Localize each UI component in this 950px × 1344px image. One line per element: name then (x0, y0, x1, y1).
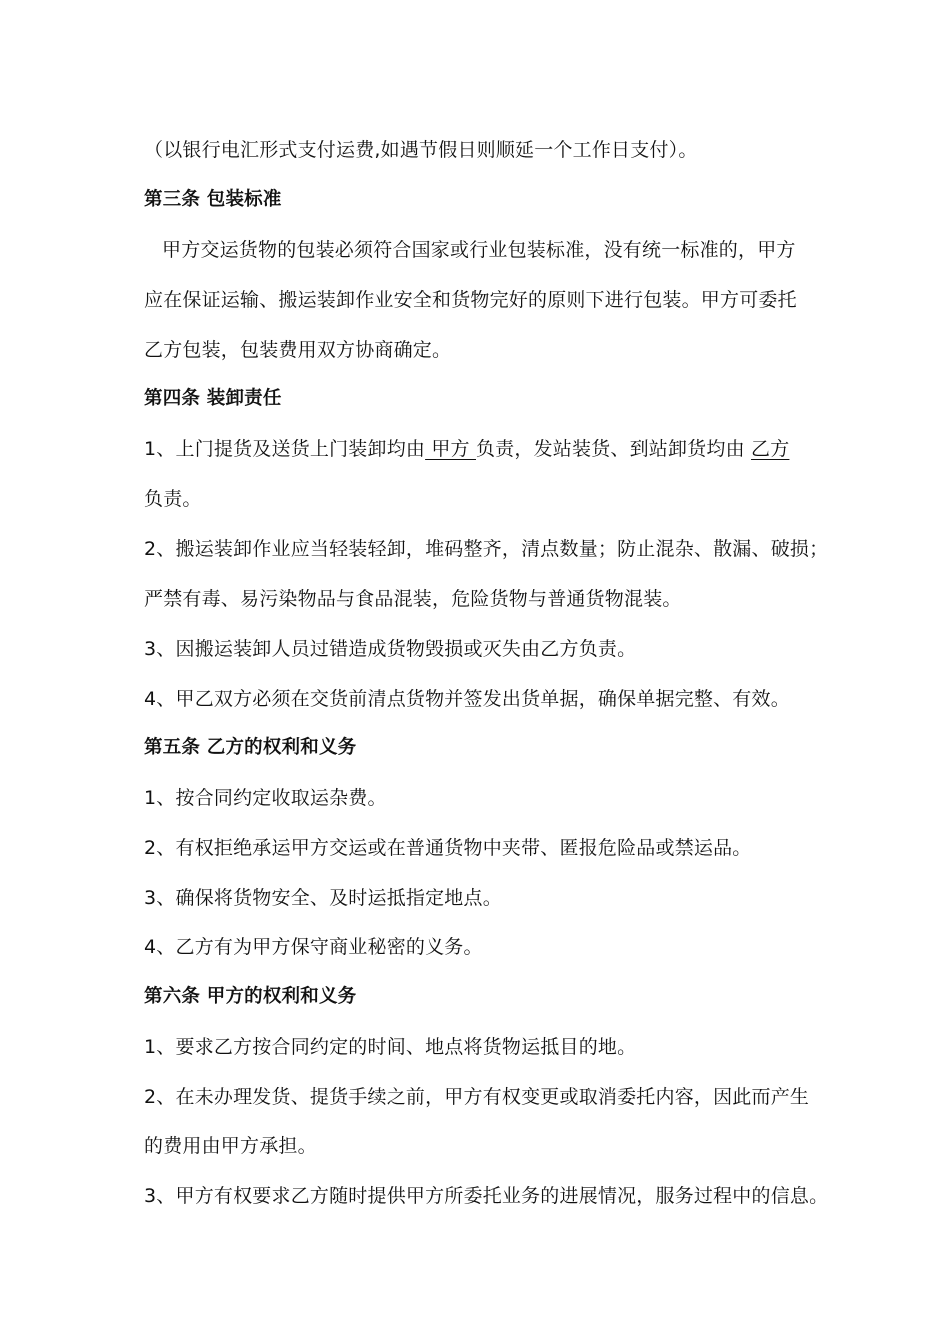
item-text: 1、上门提货及送货上门装卸均由 (144, 438, 426, 460)
article-3-paragraph-line-3: 乙方包装，包装费用双方协商确定。 (144, 339, 452, 361)
underlined-party-b: 乙方 (751, 438, 790, 460)
article-6-heading: 第六条 甲方的权利和义务 (144, 986, 357, 1007)
underlined-party-a: 甲方 (425, 438, 476, 460)
article-6-item-2-line-1: 2、在未办理发货、提货手续之前，甲方有权变更或取消委托内容，因此而产生 (144, 1086, 810, 1108)
article-3-heading: 第三条 包装标准 (144, 189, 282, 210)
article-5-item-4: 4、乙方有为甲方保守商业秘密的义务。 (144, 936, 483, 958)
article-3-paragraph-line-1: 甲方交运货物的包装必须符合国家或行业包装标准，没有统一标准的，甲方 (162, 239, 796, 261)
article-5-item-2: 2、有权拒绝承运甲方交运或在普通货物中夹带、匿报危险品或禁运品。 (144, 837, 752, 859)
article-4-item-1-line-2: 负责。 (144, 488, 202, 510)
item-text: 负责，发站装货、到站卸货均由 (475, 438, 752, 460)
article-3-paragraph-line-2: 应在保证运输、搬运装卸作业安全和货物完好的原则下进行包装。甲方可委托 (144, 289, 797, 311)
article-6-item-1: 1、要求乙方按合同约定的时间、地点将货物运抵目的地。 (144, 1036, 637, 1058)
article-5-item-1: 1、按合同约定收取运杂费。 (144, 787, 387, 809)
article-6-item-2-line-2: 的费用由甲方承担。 (144, 1135, 317, 1157)
article-5-item-3: 3、确保将货物安全、及时运抵指定地点。 (144, 887, 502, 909)
article-5-heading: 第五条 乙方的权利和义务 (144, 737, 357, 758)
article-4-heading: 第四条 装卸责任 (144, 388, 282, 409)
article-4-item-4: 4、甲乙双方必须在交货前清点货物并签发出货单据，确保单据完整、有效。 (144, 688, 790, 710)
article-4-item-1-line-1 (144, 436, 834, 462)
payment-note-line: （以银行电汇形式支付运费,如遇节假日则顺延一个工作日支付）。 (144, 139, 698, 161)
article-4-item-2-line-1: 2、搬运装卸作业应当轻装轻卸，堆码整齐，清点数量；防止混杂、散漏、破损； (144, 538, 829, 560)
article-4-item-2-line-2: 严禁有毒、易污染物品与食品混装，危险货物与普通货物混装。 (144, 588, 682, 610)
article-4-item-3: 3、因搬运装卸人员过错造成货物毁损或灭失由乙方负责。 (144, 638, 637, 660)
article-6-item-3: 3、甲方有权要求乙方随时提供甲方所委托业务的进展情况，服务过程中的信息。 (144, 1185, 829, 1207)
